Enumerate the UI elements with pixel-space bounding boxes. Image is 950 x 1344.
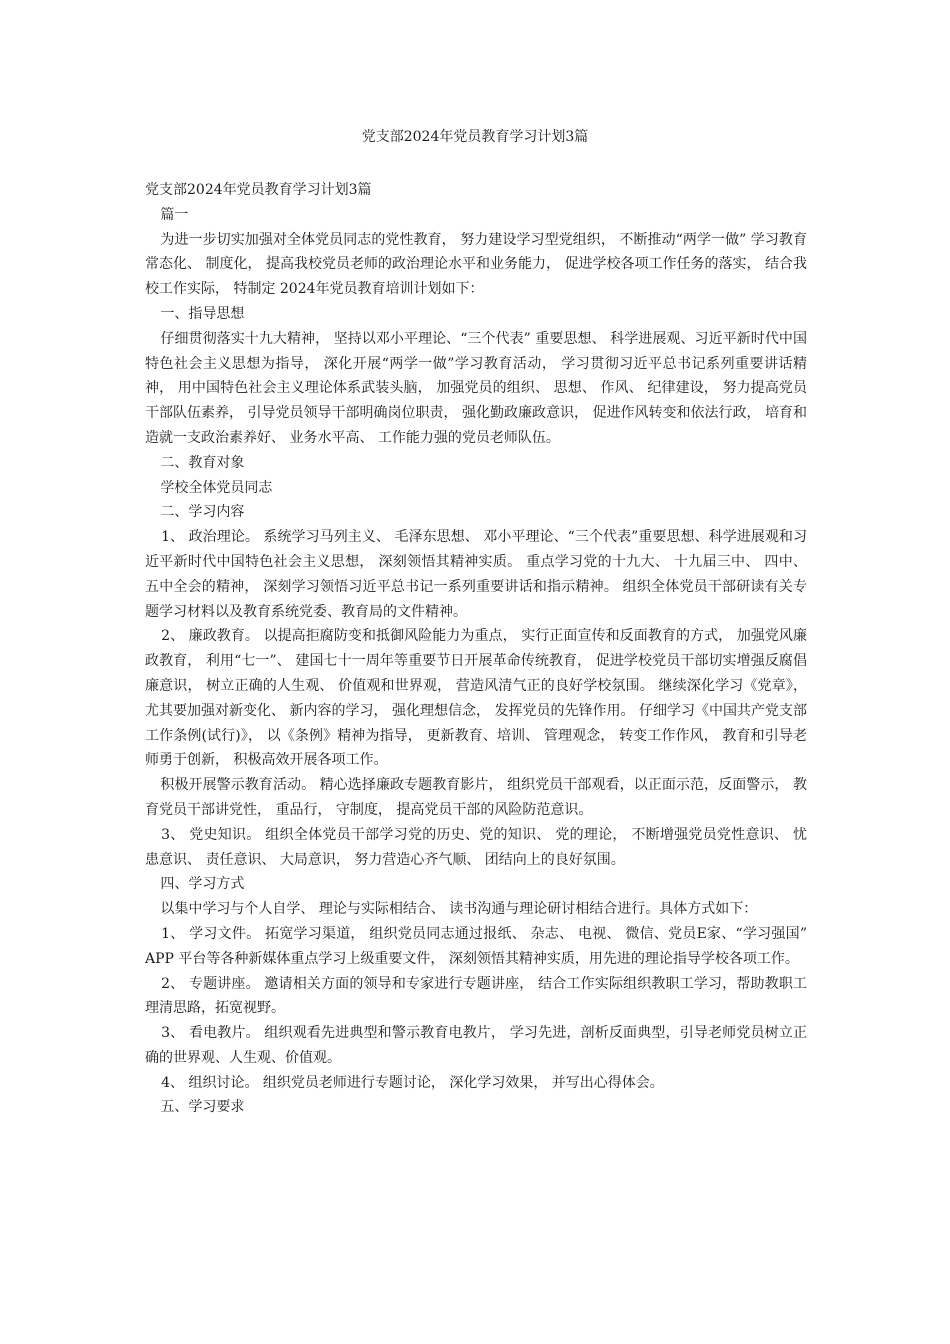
content-item-political-theory: 1、 政治理论。 系统学习马列主义、 毛泽东思想、 邓小平理论、“三个代表”重要思想、科学进展观和习近平新时代中国特色社会主义思想， 深刻领悟其精神实质。 重点学习党的十九大、 十九届三中、 四中、 五中全会的精神， 深刻学习领悟习近平总书记一系列重要讲话和指示精神。 组织全体党员干部研读有关专题学习材料以及教育系统党委、教育局的文件精神。 [145,529,807,620]
content-item-party-history: 3、 党史知识。 组织全体党员干部学习党的历史、党的知识、 党的理论， 不断增强党员党性意识、 忧患意识、 责任意识、 大局意识， 努力营造心齐气顺、 团结向上的良好氛围。 [145,826,807,868]
method-item-documents: 1、 学习文件。 拓宽学习渠道， 组织党员同志通过报纸、 杂志、 电视、 微信、党员E家、“学习强国” APP 平台等各种新媒体重点学习上级重要文件， 深刻领悟其精神实质，用先进的理论指导学校各项工作。 [145,925,807,967]
document-body [145,178,807,1120]
method-item-discussion: 4、 组织讨论。 组织党员老师进行专题讨论， 深化学习效果， 并写出心得体会。 [161,1074,664,1091]
section-heading-audience: 二、教育对象 [160,454,245,471]
audience-paragraph: 学校全体党员同志 [160,479,273,496]
guiding-thought-paragraph: 仔细贯彻落实十九大精神， 坚持以邓小平理论、“三个代表” 重要思想、 科学进展观、习近平新时代中国特色社会主义思想为指导， 深化开展“两学一做”学习教育活动， 学习贯彻习近平总书记系列重要讲话精神， 用中国特色社会主义理论体系武装头脑， 加强党员的组织、 思想、 作风、 纪律建设， 努力提高党员干部队伍素养， 引导党员领导干部明确岗位职责， 强化勤政廉政意识， 促进作风转变和依法行政， 培育和造就一支政治素养好、 业务水平高、 工作能力强的党员老师队伍。 [145,330,807,446]
warning-education-paragraph: 积极开展警示教育活动。 精心选择廉政专题教育影片， 组织党员干部观看，以正面示范，反面警示， 教育党员干部讲党性， 重品行， 守制度， 提高党员干部的风险防范意识。 [145,777,807,818]
document-title: 党支部2024年党员教育学习计划3篇 [361,129,589,145]
method-item-lectures: 2、 专题讲座。 邀请相关方面的领导和专家进行专题讲座， 结合工作实际组织教职工学习，帮助教职工理清思路，拓宽视野。 [145,975,807,1017]
section-heading-guiding-thought: 一、指导思想 [160,305,245,322]
method-paragraph: 以集中学习与个人自学、 理论与实际相结合、 读书沟通与理论研讨相结合进行。具体方式如下： [160,901,758,918]
section-heading-requirements: 五、学习要求 [160,1099,245,1116]
content-item-integrity-education: 2、 廉政教育。 以提高拒腐防变和抵御风险能力为重点， 实行正面宣传和反面教育的方式， 加强党风廉政教育， 利用“七一”、 建国七十一周年等重要节日开展革命传统教育， 促进学校党员干部切实增强反腐倡廉意识， 树立正确的人生观、 价值观和世界观， 营造风清气正的良好学校氛围。 继续深化学习《党章》，尤其要加强对新变化、 新内容的学习， 强化理想信念， 发挥党员的先锋作用。 仔细学习《中国共产党支部工作条例(试行)》， 以《条例》精神为指导， 更新教育、培训、 管理观念， 转变工作作风， 教育和引导老师勇于创新， 积极高效开展各项工作。 [145,628,807,769]
intro-paragraph: 为进一步切实加强对全体党员同志的党性教育， 努力建设学习型党组织， 不断推动“两学一做” 学习教育常态化、 制度化， 提高我校党员老师的政治理论水平和业务能力， 促进学校各项工作任务的落实， 结合我校工作实际， 特制定 2024年党员教育培训计划如下： [145,231,807,298]
section-heading-method: 四、学习方式 [160,876,245,893]
section-heading-content: 二、学习内容 [160,504,245,521]
method-item-films: 3、 看电教片。 组织观看先进典型和警示教育电教片， 学习先进，剖析反面典型，引导老师党员树立正确的世界观、人生观、价值观。 [145,1025,807,1066]
document-subtitle: 党支部2024年党员教育学习计划3篇 [145,182,372,198]
part-heading: 篇一 [160,206,189,223]
